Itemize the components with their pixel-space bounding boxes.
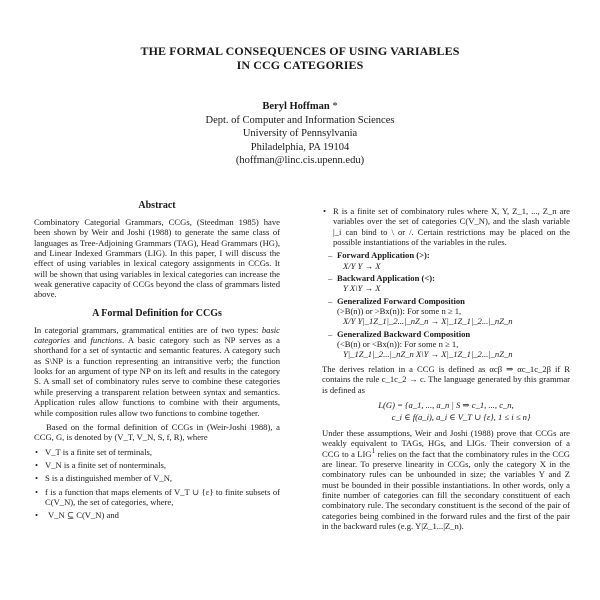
author-name: Beryl Hoffman: [262, 101, 330, 112]
list-item: • f is a function that maps elements of V_T ∪ {ε} to finite subsets of C(V_N), the set of categories, where,: [34, 487, 280, 508]
list-item: • V_T is a finite set of terminals,: [34, 447, 280, 457]
list-item: • S is a distinguished member of V_N,: [34, 473, 280, 483]
text-run: and: [69, 335, 91, 346]
rule-formula: X/Y Y → X: [343, 260, 381, 271]
rule-formula: X/Y Y|_1Z_1|_2...|_nZ_n → X|_1Z_1|_2...|_nZ_n: [343, 316, 513, 327]
derives-paragraph: The derives relation in a CCG is defined as αcβ ⇒ αc_1c_2β if R contains the rule c_1c_2 → c. The language generated by this grammar is defined as: [322, 363, 570, 395]
rule-name: Forward Application (>):: [337, 250, 430, 261]
rule-forward-application: – Forward Application (>): X/Y Y → X: [328, 250, 570, 271]
author-footnote-mark: *: [332, 101, 338, 112]
equation-line: L(G) = {a_1, ..., a_n | S ⇒ c_1, ..., c_n,: [378, 399, 514, 410]
rule-name: Backward Application (<):: [337, 273, 436, 284]
abstract-text: Combinatory Categorial Grammars, CCGs, (Steedman 1985) have been shown by Weir and Joshi (1988) to generate the same class of languages as Tree-Adjoining Grammars (TAG), Head Grammars (HG), and Linear Indexed Grammars (LIG). In this paper, I will discuss the effect of using variables in lexical category assignments in CCGs. It will be shown that using variables in lexical categories can increase the weak generative capacity of CCGs beyond the class of grammars listed above.: [34, 217, 280, 300]
title-line: THE FORMAL CONSEQUENCES OF USING VARIABLES: [140, 44, 460, 58]
affiliation-line: University of Pennsylvania: [242, 128, 358, 140]
section-heading: A Formal Definition for CCGs: [92, 307, 222, 319]
rule-backward-application: – Backward Application (<): Y X\Y → X: [328, 273, 570, 294]
text-run: relies on the fact that the combinatory rules in the CCG are linear. To preserve linearity in CCGs, only the category X in the combinatory rules can be unbounded in size; the variables Y and Z must be bounded in their possible instantiations. In other words, only a finite number of categories can fill the secondary constituent of each combinatory rule. The secondary constituent is the second of the pair of categories being combined in the forward rules and the first of the pair in the backward rules (e.g. Y|Z_1...|Z_n).: [322, 448, 571, 531]
rule-backward-composition: – Generalized Backward Composition (<B(n) or <Bx(n)): For some n ≥ 1, Y|_1Z_1|_2...|_nZ_n X\Y → X|_1Z_1|_2...|_nZ_n: [328, 329, 570, 360]
intro-paragraph: [34, 325, 280, 418]
author-email: (hoffman@linc.cis.upenn.edu): [235, 155, 365, 167]
affiliation-line: Dept. of Computer and Information Sciences: [205, 114, 395, 126]
rule-condition: (>B(n)) or >Bx(n)): For some n ≥ 1,: [337, 306, 462, 317]
rule-name: Generalized Forward Composition: [337, 295, 465, 306]
author-block: [150, 100, 450, 168]
rule-formula: Y X\Y → X: [343, 283, 381, 294]
combinatory-rules: [328, 250, 570, 359]
title-line: IN CCG CATEGORIES: [236, 58, 364, 72]
rule-condition: (<B(n) or <Bx(n)): For some n ≥ 1,: [337, 339, 459, 350]
list-item: • V_N ⊆ C(V_N) and: [34, 510, 280, 520]
rule-formula: Y|_1Z_1|_2...|_nZ_n X\Y → X|_1Z_1|_2...|_nZ_n: [343, 349, 513, 360]
rule-forward-composition: – Generalized Forward Composition (>B(n)) or >Bx(n)): For some n ≥ 1, X/Y Y|_1Z_1|_2...|_nZ_n → X|_1Z_1|_2...|_nZ_n: [328, 296, 570, 327]
emphasis: functions: [90, 335, 123, 346]
definition-list: [34, 447, 280, 521]
text-run: . A basic category such as NP serves as a shorthand for a set of syntactic and semantic features. A category such as S\NP is a function representing an intransitive verb; the function looks for an argument of type NP on its left and results in the category S. A small set of combinatory rules serve to combine these categories while preserving a transparent relation between syntax and semantics. Application rules allow functions to combine with their arguments, while composition rules allow two functions to combine together.: [34, 335, 280, 418]
paper-title: [40, 44, 560, 72]
text-run: Under these assumptions, Weir and Joshi (1988) prove that CCGs are weakly equivalent to TAGs, HGs, and LIGs. Their conversion of a CCG to a LIG: [322, 427, 570, 459]
author-name-line: [150, 100, 450, 114]
rules-definition-list: [322, 206, 570, 247]
right-column: [322, 206, 570, 535]
footnote-mark: 1: [371, 446, 376, 455]
left-column: [34, 200, 280, 524]
emphasis: basic categories: [34, 324, 280, 346]
equivalence-paragraph: [322, 428, 570, 531]
list-item: • R is a finite set of combinatory rules where X, Y, Z_1, ..., Z_n are variables over the set of categories C(V_N), and the slash variable |_i can bind to \ or /. Certain restrictions may be placed on the possible instantiations of the variables in the rules.: [322, 206, 570, 247]
language-definition: [322, 399, 570, 423]
affiliation-line: Philadelphia, PA 19104: [250, 141, 350, 153]
text-run: In categorial grammars, grammatical entities are of two types:: [34, 324, 262, 335]
abstract-heading: Abstract: [138, 200, 176, 211]
equation-line: c_i ∈ f(a_i), a_i ∈ V_T ∪ {ε}, 1 ≤ i ≤ n}: [391, 411, 531, 422]
rule-name: Generalized Backward Composition: [337, 328, 471, 339]
definition-paragraph: Based on the formal definition of CCGs in (Weir-Joshi 1988), a CCG, G, is denoted by (V_T, V_N, S, f, R), where: [34, 421, 280, 443]
list-item: • V_N is a finite set of nonterminals,: [34, 460, 280, 470]
